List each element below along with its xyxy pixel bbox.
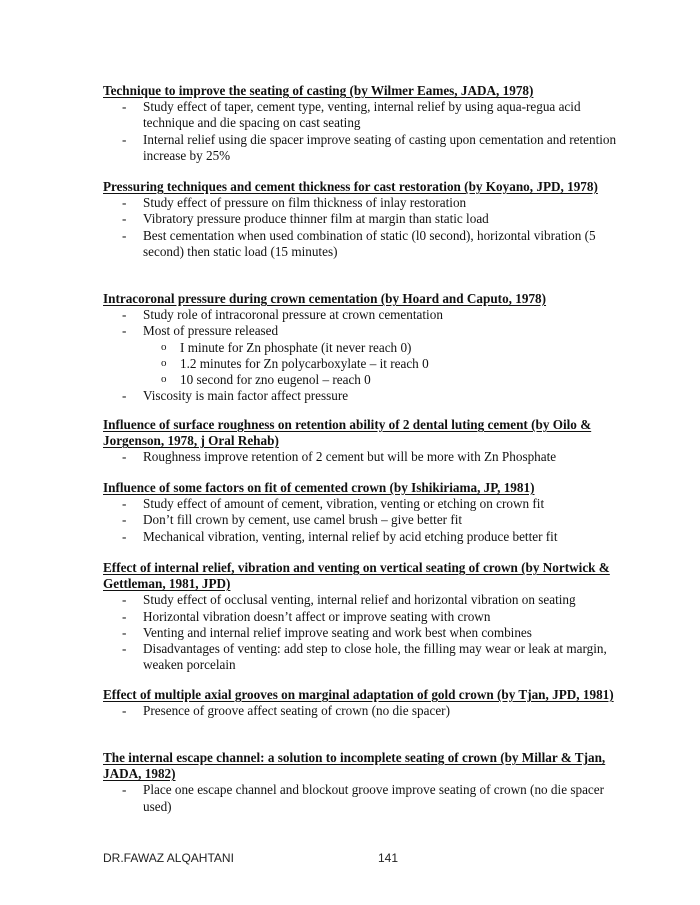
footer-author: DR.FAWAZ ALQAHTANI — [103, 851, 234, 865]
section-heading: Effect of multiple axial grooves on marginal adaptation of gold crown (by Tjan, JPD, 1981) — [103, 687, 614, 702]
list-item: - Study effect of taper, cement type, venting, internal relief by using aqua-regua acid technique and die spacing on cast seating — [143, 99, 623, 131]
bullet-list — [103, 195, 623, 260]
list-item: - Study role of intracoronal pressure at crown cementation — [143, 307, 623, 323]
section-ishikiriama — [103, 480, 623, 545]
bullet-list — [103, 703, 623, 719]
section-eames — [103, 83, 623, 164]
section-nortwick-gettleman — [103, 560, 623, 673]
sub-bullet-list — [143, 340, 623, 389]
list-item-text: Most of pressure released — [143, 323, 279, 339]
bullet-list — [103, 592, 623, 673]
list-item: - Study effect of amount of cement, vibration, venting or etching on crown fit — [143, 496, 623, 512]
list-item: - Roughness improve retention of 2 cement but will be more with Zn Phosphate — [143, 449, 623, 465]
footer-page-number: 141 — [378, 851, 399, 865]
list-item: - Viscosity is main factor affect pressure — [143, 388, 623, 404]
list-item: - Disadvantages of venting: add step to close hole, the filling may wear or leak at margin, weaken porcelain — [143, 641, 623, 673]
section-millar-tjan — [103, 750, 623, 815]
section-heading: The internal escape channel: a solution to incomplete seating of crown (by Millar & Tjan, JADA, 1982) — [103, 750, 606, 782]
bullet-list — [103, 449, 623, 465]
list-item: - Vibratory pressure produce thinner film at margin than static load — [143, 211, 623, 227]
bullet-list — [103, 782, 623, 814]
section-oilo-jorgenson — [103, 417, 623, 466]
bullet-list — [103, 307, 623, 404]
section-heading: Intracoronal pressure during crown cementation (by Hoard and Caputo, 1978) — [103, 291, 547, 306]
section-hoard-caputo — [103, 291, 623, 404]
section-heading: Influence of some factors on fit of cemented crown (by Ishikiriama, JP, 1981) — [103, 480, 535, 495]
sub-list-item: o 1.2 minutes for Zn polycarboxylate – it reach 0 — [180, 356, 623, 372]
list-item: - Venting and internal relief improve seating and work best when combines — [143, 625, 623, 641]
list-item: - Study effect of occlusal venting, internal relief and horizontal vibration on seating — [143, 592, 623, 608]
list-item — [143, 323, 623, 388]
section-koyano — [103, 179, 623, 260]
list-item: - Don’t fill crown by cement, use camel brush – give better fit — [143, 512, 623, 528]
list-item: - Presence of groove affect seating of crown (no die spacer) — [143, 703, 623, 719]
section-heading: Influence of surface roughness on retention ability of 2 dental luting cement (by Oilo & Jorgenson, 1978, j Oral Rehab) — [103, 417, 592, 449]
section-heading: Effect of internal relief, vibration and venting on vertical seating of crown (by Nortwick & Gettleman, 1981, JPD) — [103, 560, 610, 592]
list-item: - Mechanical vibration, venting, internal relief by acid etching produce better fit — [143, 529, 623, 545]
bullet-list — [103, 99, 623, 164]
list-item: - Horizontal vibration doesn’t affect or improve seating with crown — [143, 609, 623, 625]
list-item: - Place one escape channel and blockout groove improve seating of crown (no die spacer used) — [143, 782, 623, 814]
section-tjan — [103, 687, 623, 719]
section-heading: Pressuring techniques and cement thickness for cast restoration (by Koyano, JPD, 1978) — [103, 179, 598, 194]
list-item: - Best cementation when used combination of static (l0 second), horizontal vibration (5 second) then static load (15 minutes) — [143, 228, 623, 260]
list-item: - Study effect of pressure on film thickness of inlay restoration — [143, 195, 623, 211]
list-item: - Internal relief using die spacer improve seating of casting upon cementation and retention increase by 25% — [143, 132, 623, 164]
sub-list-item: o 10 second for zno eugenol – reach 0 — [180, 372, 623, 388]
sub-list-item: o I minute for Zn phosphate (it never reach 0) — [180, 340, 623, 356]
section-heading: Technique to improve the seating of casting (by Wilmer Eames, JADA, 1978) — [103, 83, 534, 98]
bullet-list — [103, 496, 623, 545]
